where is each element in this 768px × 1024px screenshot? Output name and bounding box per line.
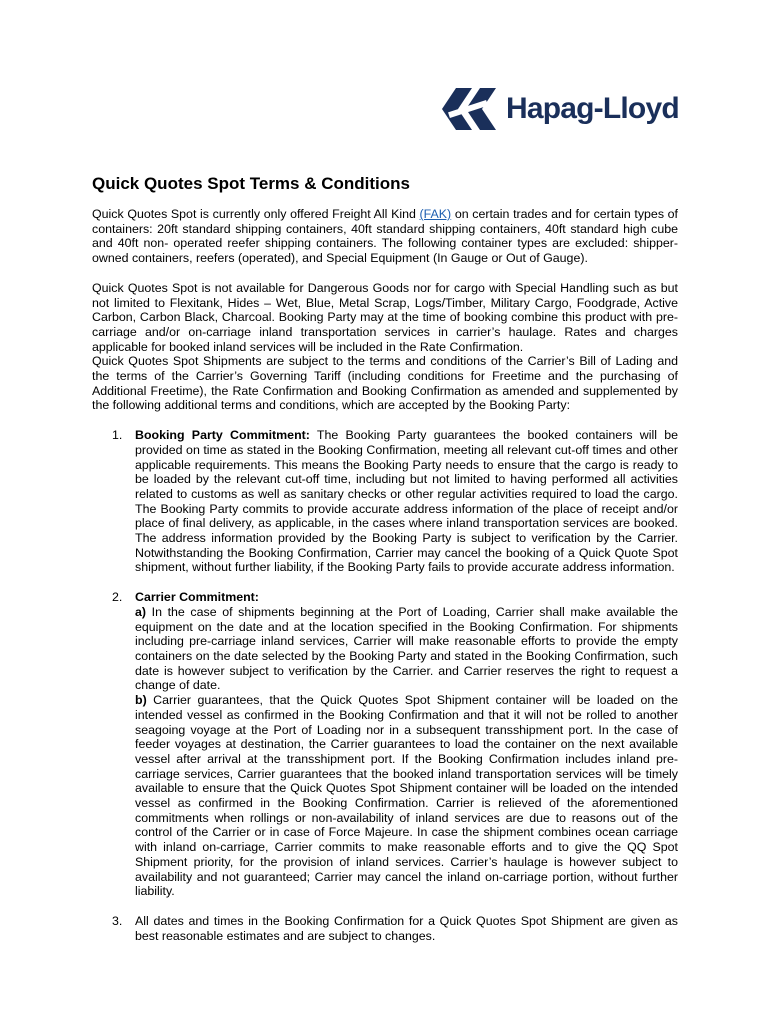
- page-title: Quick Quotes Spot Terms & Conditions: [92, 174, 410, 193]
- term-subclause-b: [135, 693, 678, 899]
- subclause-label: b): [135, 693, 147, 708]
- term-text: All dates and times in the Booking Confirmation for a Quick Quotes Spot Shipment are given as best reasonable estimates and are subject to changes.: [135, 913, 678, 943]
- terms-list: [92, 428, 678, 943]
- term-heading: Booking Party Commitment:: [135, 428, 310, 443]
- term-item-booking-party: [92, 428, 678, 575]
- intro-paragraph-2: Quick Quotes Spot is not available for Dangerous Goods nor for cargo with Special Handling such as but not limited to Flexitank, Hides – Wet, Blue, Metal Scrap, Logs/Timber, Military Cargo, Foodgrade, Active Carbon, Carbon Black, Charcoal. Booking Party may at the time of booking combine this product with pre-carriage and/or on-carriage inland transportation services in carrier’s haulage. Rates and charges applicable for booked inland services will be included in the Rate Confirmation.: [92, 280, 678, 354]
- company-logo: [442, 88, 679, 130]
- document-body: [92, 207, 678, 943]
- term-number: 2.: [112, 590, 123, 605]
- term-text: The Booking Party guarantees the booked containers will be provided on time as stated in the Booking Confirmation, meeting all relevant cut-off times and other applicable requirements. This means the Booking Party needs to ensure that the cargo is ready to be loaded by the relevant cut-off time, including but not limited to having performed all activities related to customs as well as sanitary checks or other regular activities required to load the cargo. The Booking Party commits to provide accurate address information of the place of receipt and/or place of final delivery, as applicable, in the cases where inland transportation services are booked. The address information provided by the Booking Party is subject to verification by the Carrier. Notwithstanding the Booking Confirmation, Carrier may cancel the booking of a Quick Quote Spot shipment, without further liability, if the Booking Party fails to provide accurate address information.: [135, 428, 678, 575]
- term-item-dates: [92, 914, 678, 943]
- intro-paragraph-1: [92, 207, 678, 266]
- term-item-carrier: [92, 590, 678, 899]
- term-number: 1.: [112, 428, 123, 443]
- intro-p1-before: Quick Quotes Spot is currently only offered Freight All Kind: [92, 207, 420, 221]
- subclause-text: In the case of shipments beginning at the Port of Loading, Carrier shall make available the equipment on the date and at the location specified in the Booking Confirmation. For shipments including pre-carriage inland services, Carrier will make reasonable efforts to provide the empty containers on the date selected by the Booking Party and stated in the Booking Confirmation, such date is however subject to verification by the Carrier. and Carrier reserves the right to request a change of date.: [135, 604, 678, 693]
- intro-p1-after: on certain trades and for certain types of containers: 20ft standard shipping containers, 40ft standard shipping containers, 40ft standard high cube and 40ft non- operated reefer shipping containers. The following container types are excluded: shipper-owned containers, reefers (operated), and Special Equipment (In Gauge or Out of Gauge).: [92, 207, 678, 266]
- logo-wordmark: Hapag-Lloyd: [506, 92, 679, 125]
- subclause-text: Carrier guarantees, that the Quick Quotes Spot Shipment container will be loaded on the intended vessel as confirmed in the Booking Confirmation and that it will not be rolled to another seagoing voyage at the Port of Loading nor in a subsequent transshipment port. In the case of feeder voyages at destination, the Carrier guarantees to load the container on the next available vessel after arrival at the transshipment port. If the Booking Confirmation includes inland pre-carriage services, Carrier guarantees that the booked inland transportation services will be timely available to ensure that the Quick Quotes Spot Shipment container will be loaded on the intended vessel as confirmed in the Booking Confirmation. Carrier is relieved of the aforementioned commitments when rollings or non-availability of inland services are due to reasons out of the control of the Carrier or in case of Force Majeure. In case the shipment combines ocean carriage with inland on-carriage, Carrier commits to make reasonable efforts and to give the QQ Spot Shipment priority, for the provision of inland services. Carrier’s haulage is however subject to availability and not guaranteed; Carrier may cancel the inland on-carriage portion, without further liability.: [135, 693, 678, 899]
- intro-paragraph-3: Quick Quotes Spot Shipments are subject to the terms and conditions of the Carrier’s Bill of Lading and the terms of the Carrier’s Governing Tariff (including conditions for Freetime and the purchasing of Additional Freetime), the Rate Confirmation and Booking Confirmation as amended and supplemented by the following additional terms and conditions, which are accepted by the Booking Party:: [92, 354, 678, 413]
- hapag-lloyd-chevron-icon: [442, 88, 498, 130]
- fak-link[interactable]: (FAK): [419, 207, 452, 221]
- term-subclause-a: [135, 605, 678, 693]
- term-heading: Carrier Commitment:: [135, 590, 259, 605]
- term-number: 3.: [112, 913, 123, 928]
- subclause-label: a): [135, 604, 147, 619]
